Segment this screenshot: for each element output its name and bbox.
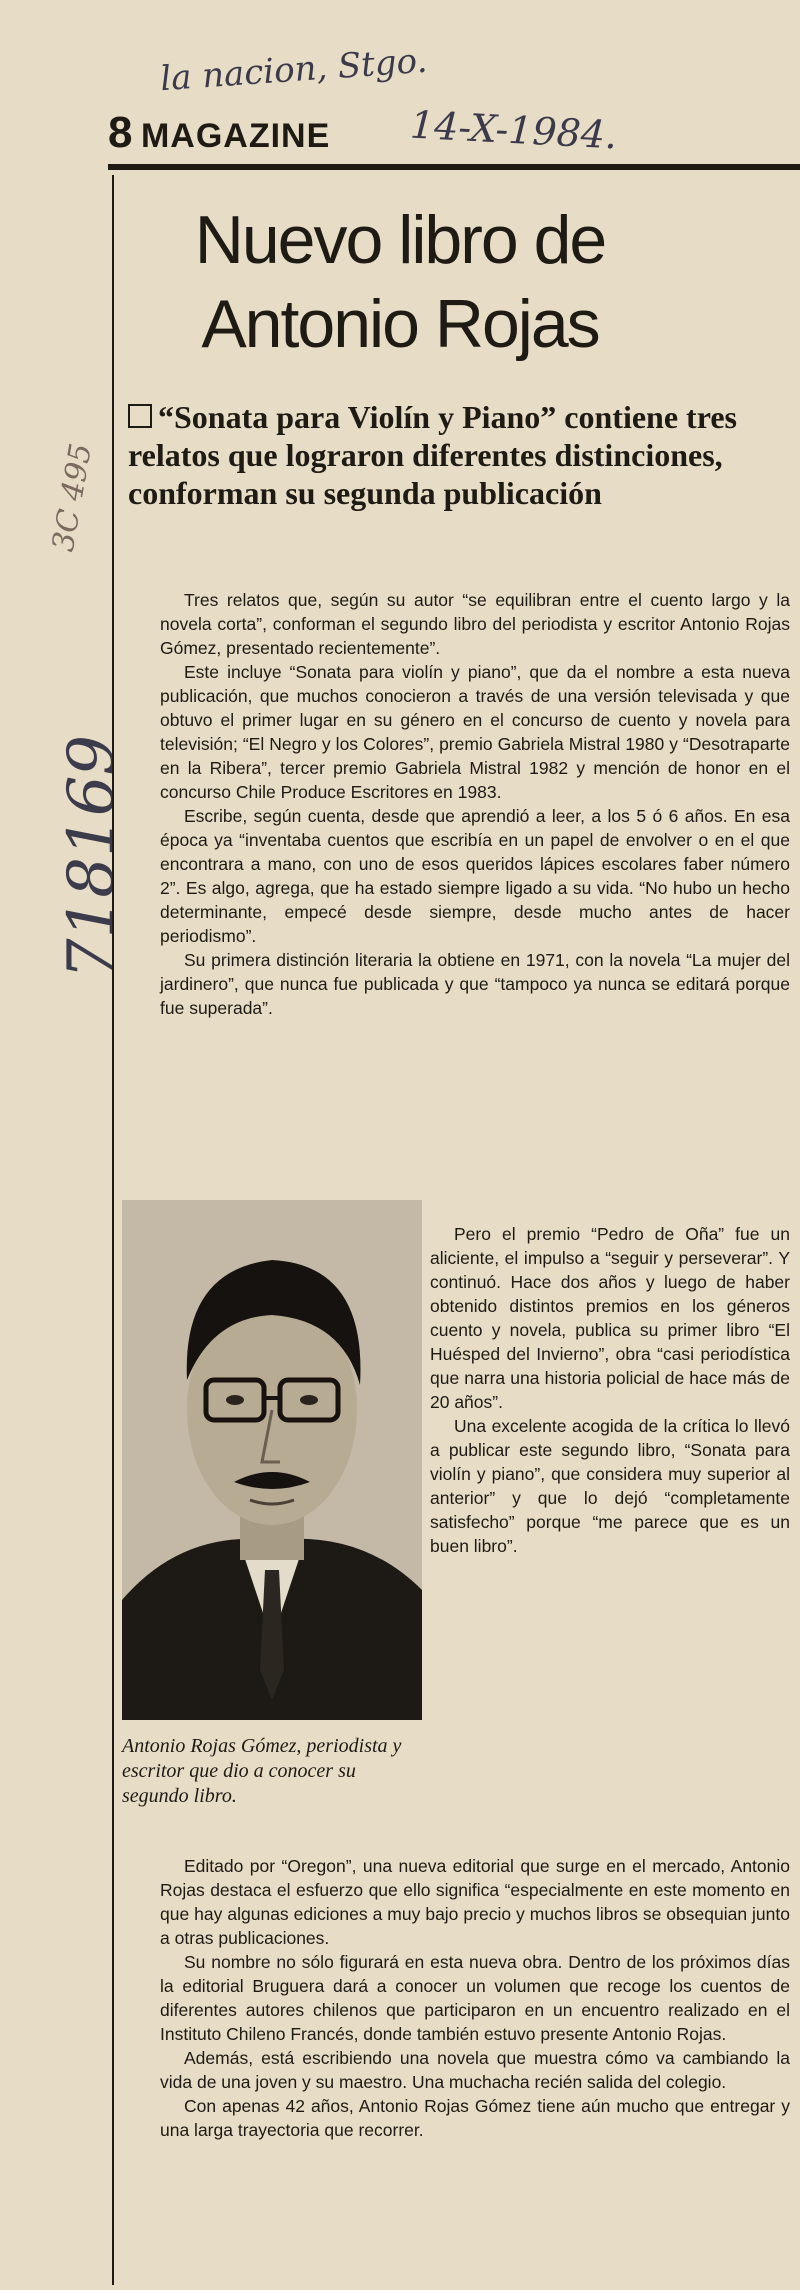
deck [128, 398, 783, 512]
paragraph: Una excelente acogida de la crítica lo llevó a publicar este segundo libro, “Sonata para violín y piano”, que considera muy superior al anterior” y que lo dejó “completamente satisfecho” porque “me parece que es un buen libro”. [430, 1416, 790, 1556]
body-column-side [430, 1222, 790, 1558]
author-portrait-image [122, 1200, 422, 1720]
paragraph: Escribe, según cuenta, desde que aprendió a leer, a los 5 ó 6 años. En esa época ya “inventaba cuentos que escribía en un papel de envolver o en el que encontrara a mano, con uno de esos queridos lápices escolares faber número 2”. Es algo, agrega, que ha estado siempre ligado a su vida. “No hubo un hecho determinante, empecé desde siempre, desde mucho antes de hacer periodismo”. [160, 806, 790, 946]
handwritten-date: 14-X-1984. [408, 102, 619, 158]
paragraph: Editado por “Oregon”, una nueva editorial que surge en el mercado, Antonio Rojas destaca el esfuerzo que ello significa “especialmente en este momento en que hay algunas ediciones a muy bajo precio y muchos libros se obsequian junto a otras publicaciones. [160, 1856, 790, 1948]
paragraph: Con apenas 42 años, Antonio Rojas Gómez tiene aún mucho que entregar y una larga trayectoria que recorrer. [160, 2096, 790, 2140]
paragraph: Su primera distinción literaria la obtiene en 1971, con la novela “La mujer del jardinero”, que nunca fue publicada y que “tampoco ya nunca se editará porque fue superada”. [160, 950, 790, 1018]
page-number: 8 [108, 108, 133, 157]
author-photo [122, 1200, 422, 1720]
paragraph: Este incluye “Sonata para violín y piano”, que da el nombre a esta nueva publicación, que muchos conocieron a través de una versión televisada y que obtuvo el primer lugar en su género en el concurso de cuento y novela para televisión; “El Negro y los Colores”, premio Gabriela Mistral 1980 y “Desotraparte en la Ribera”, tercer premio Gabriela Mistral 1982 y mención de honor en el concurso Chile Produce Escritores en 1983. [160, 662, 790, 802]
handwritten-source-note: la nacion, Stgo. [158, 40, 429, 100]
paragraph: Tres relatos que, según su autor “se equilibran entre el cuento largo y la novela corta”, conforman el segundo libro del periodista y escritor Antonio Rojas Gómez, presentado recientemente”. [160, 590, 790, 658]
body-column-bottom [160, 1854, 790, 2142]
paragraph: Pero el premio “Pedro de Oña” fue un aliciente, el impulso a “seguir y perseverar”. Y continuó. Hace dos años y luego de haber obtenido distintos premios en los géneros cuento y novela, publica su primer libro “El Huésped del Invierno”, obra “casi periodística que narra una historia policial de hace más de 20 años”. [430, 1224, 790, 1412]
paragraph: Su nombre no sólo figurará en esta nueva obra. Dentro de los próximos días la editorial Bruguera dará a conocer un volumen que recoge los cuentos de diferentes autores chilenos que participaron en un encuentro realizado en el Instituto Chileno Francés, donde también estuvo presente Antonio Rojas. [160, 1952, 790, 2044]
paragraph: Además, está escribiendo una novela que muestra cómo va cambiando la vida de una joven y su maestro. Una muchacha recién salida del colegio. [160, 2048, 790, 2092]
deck-text: “Sonata para Violín y Piano” contiene tres relatos que lograron diferentes distinciones, conforman su segunda publicación [128, 399, 737, 511]
margin-note-number: 718169 [55, 734, 130, 980]
deck-box-icon [128, 404, 152, 428]
page-header [108, 108, 330, 158]
body-column-top [160, 588, 790, 1020]
headline: Nuevo libro de Antonio Rojas [194, 202, 606, 362]
section-title: MAGAZINE [140, 117, 331, 155]
photo-caption: Antonio Rojas Gómez, periodista y escritor que dio a conocer su segundo libro. [122, 1735, 402, 1807]
header-rule [108, 164, 800, 170]
margin-note-small: 3C 495 [45, 440, 100, 555]
